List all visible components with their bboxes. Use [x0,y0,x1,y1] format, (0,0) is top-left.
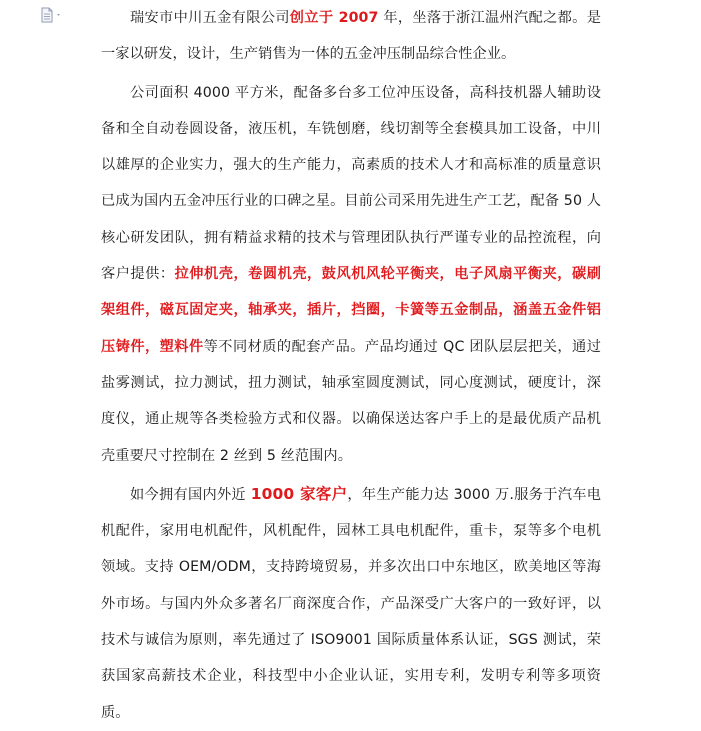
facilities-text: 公司面积 4000 平方米，配备多台多工位冲压设备，高科技机器人辅助设备和全自动卷圆设备，液压机，车铣刨磨，线切割等全套模具加工设备，中川以雄厚的企业实力，强大的生产能力，高素质的技术人才和高标准的质量意识已成为国内五金冲压行业的口碑之星。目前公司采用先进生产工艺，配备 50 人核心研发团队，拥有精益求精的技术与管理团队执行严谨专业的品控流程，向客户提供： [101,84,601,283]
paragraph-company-intro [101,0,601,73]
founded-year-highlight: 创立于 2007 [289,10,379,26]
customers-count-highlight: 1000 家客户 [250,484,348,503]
company-name-text: 瑞安市中川五金有限公司 [130,10,290,26]
document-icon[interactable] [40,7,64,23]
paragraph-facilities [101,75,601,474]
products-highlight: 拉伸机壳，卷圆机壳，鼓风机风轮平衡夹，电子风扇平衡夹，碳刷架组件，磁瓦固定夹，轴承夹，插片，挡圈，卡簧等五金制品，涵盖五金件铝压铸件，塑料件 [101,266,601,355]
customers-lead-text: 如今拥有国内外近 [130,486,251,503]
document-body [101,0,601,731]
quality-text: 等不同材质的配套产品。产品均通过 QC 团队层层把关，通过盐雾测试，拉力测试，扭力测试，轴承室圆度测试，同心度测试，硬度计，深度仪，通止规等各类检验方式和仪器。以确保送达客户手上的是最优质产品机壳重要尺寸控制在 2 丝到 5 丝范围内。 [101,338,601,464]
intro-text: 年，坐落于浙江温州汽配之都。是一家以研发，设计，生产销售为一体的五金冲压制品综合性企业。 [101,10,601,63]
customers-text: ，年生产能力达 3000 万.服务于汽车电机配件，家用电机配件，风机配件，园林工具电机配件，重卡，泵等多个电机领域。支持 OEM/ODM，支持跨境贸易，并多次出口中东地区，欧美地区等海外市场。与国内外众多著名厂商深度合作，产品深受广大客户的一致好评，以技术与诚信为原则，率先通过了 ISO9001 国际质量体系认证，SGS 测试，荣获国家高薪技术企业，科技型中小企业认证，实用专利，发明专利等多项资质。 [101,486,601,721]
paragraph-customers [101,476,601,731]
